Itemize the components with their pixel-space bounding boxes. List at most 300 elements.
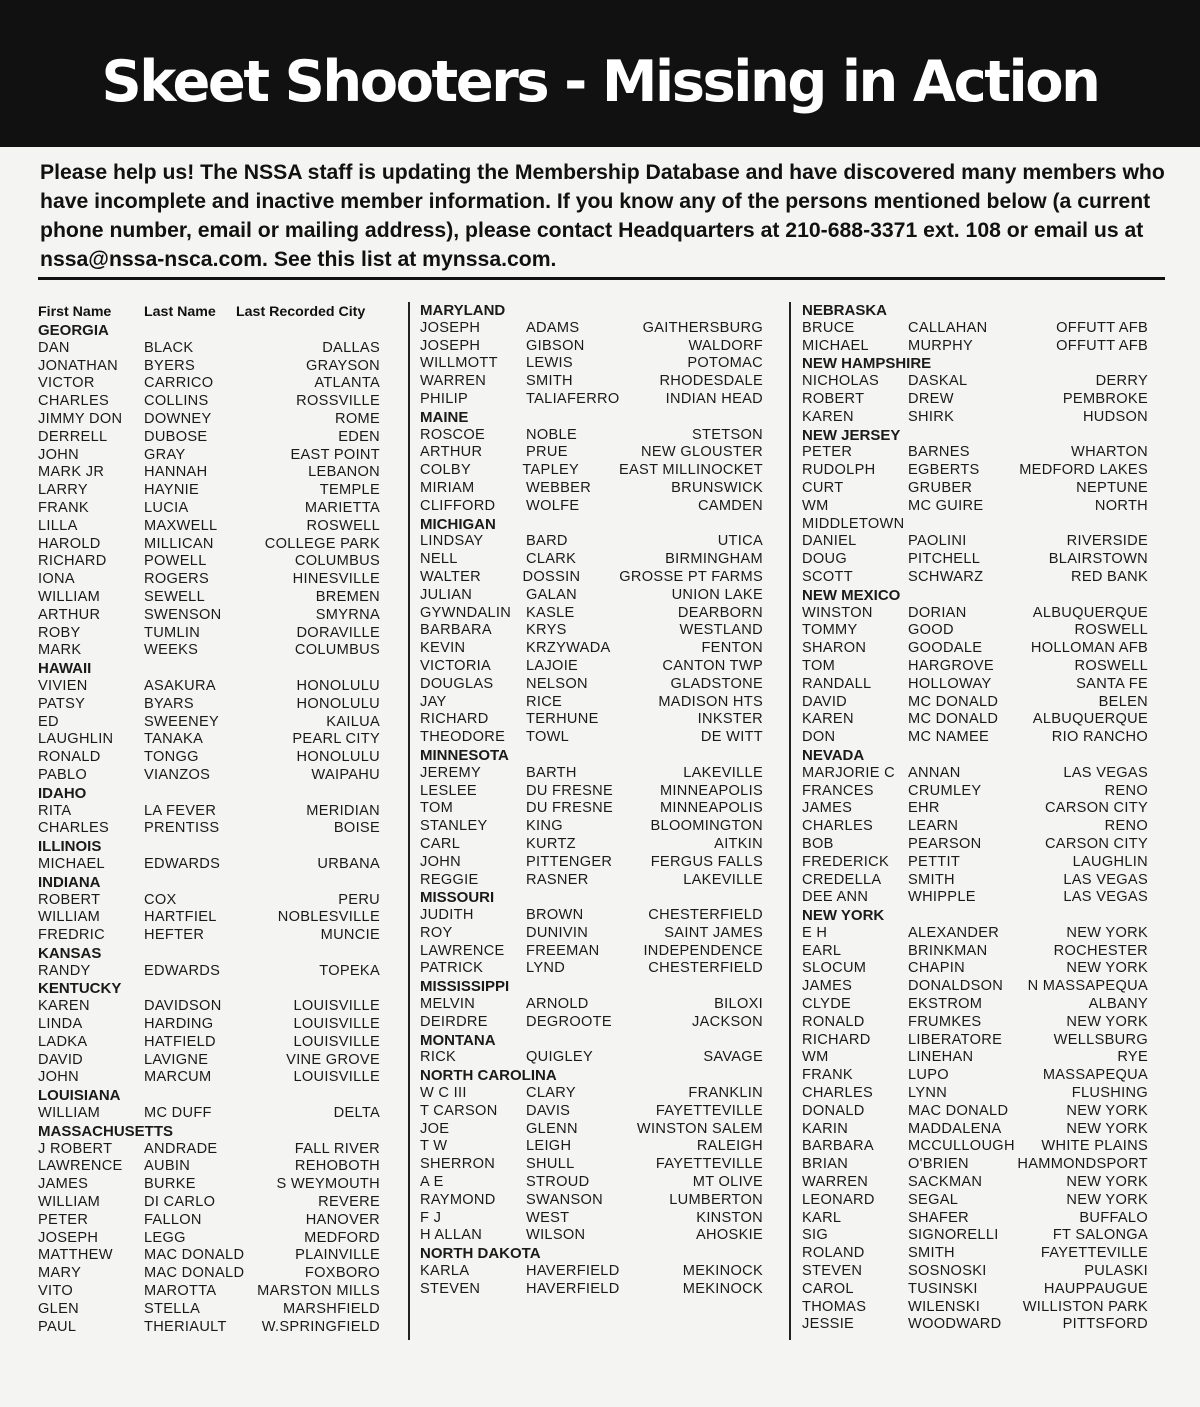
first-name: DANIEL: [802, 533, 857, 550]
last-name: LUPO: [908, 1067, 949, 1084]
last-name: HOLLOWAY: [908, 675, 992, 692]
last-name: HAVERFIELD: [526, 1263, 620, 1280]
first-name: VICTORIA: [420, 657, 492, 674]
first-name: PHILIP: [420, 390, 469, 407]
member-row: [38, 803, 380, 821]
last-name: WEEKS: [144, 642, 199, 659]
first-name: JAY: [420, 693, 447, 710]
first-name: STEVEN: [420, 1280, 481, 1297]
first-name: MICHAEL: [38, 855, 105, 872]
first-name: FRANCES: [802, 782, 874, 799]
last-name: CHAPIN: [908, 960, 965, 977]
first-name: RICHARD: [38, 553, 107, 570]
last-name: SWENSON: [144, 606, 222, 623]
member-row: [38, 749, 380, 767]
member-row: [802, 943, 1148, 961]
last-name: BYERS: [144, 357, 195, 374]
first-name: REGGIE: [420, 871, 479, 888]
city: HOLLOMAN AFB: [1030, 640, 1148, 657]
city: MERIDIAN: [306, 802, 380, 819]
column-headers: [38, 302, 380, 322]
city: SAINT JAMES: [664, 924, 763, 941]
last-name: FREEMAN: [526, 942, 600, 959]
member-row: [420, 658, 763, 676]
last-name: SOSNOSKI: [908, 1263, 987, 1280]
city: FAYETTEVILLE: [655, 1156, 763, 1173]
state-heading: MONTANA: [420, 1031, 496, 1049]
state-heading: ILLINOIS: [38, 838, 102, 856]
member-row: [420, 462, 763, 480]
first-name: WILLIAM: [38, 909, 101, 926]
first-name: JOSEPH: [38, 1229, 99, 1246]
member-row: [420, 1281, 763, 1299]
first-name: HAROLD: [38, 535, 101, 552]
first-name: DEE ANN: [802, 889, 869, 906]
member-row: [420, 783, 763, 801]
member-row: [38, 482, 380, 500]
first-name: RANDALL: [802, 675, 872, 692]
city: LOUISVILLE: [293, 1033, 380, 1050]
member-row: [420, 569, 763, 587]
first-name: THEODORE: [420, 729, 506, 746]
city: CANTON TWP: [662, 657, 763, 674]
last-name: MILLICAN: [144, 535, 214, 552]
city: PLAINVILLE: [295, 1247, 380, 1264]
member-row: [802, 854, 1148, 872]
first-name: MARK JR: [38, 464, 105, 481]
member-row: [802, 1299, 1148, 1317]
last-name: PITCHELL: [908, 551, 981, 568]
city: OFFUTT AFB: [1056, 337, 1148, 354]
last-name: LAVIGNE: [144, 1051, 209, 1068]
city: MINNEAPOLIS: [659, 800, 763, 817]
state-heading: MISSISSIPPI: [420, 978, 510, 996]
last-name: HEFTER: [144, 927, 205, 944]
last-name: MAXWELL: [144, 517, 218, 534]
member-row: [802, 978, 1148, 996]
city: FAYETTEVILLE: [1040, 1245, 1148, 1262]
last-name: LAJOIE: [526, 657, 579, 674]
last-name: GRUBER: [908, 479, 973, 496]
city: HONOLULU: [296, 695, 380, 712]
first-name: FREDRIC: [38, 927, 105, 944]
first-name: DAVID: [802, 693, 848, 710]
first-name: JOSEPH: [420, 319, 481, 336]
member-row: [420, 480, 763, 498]
last-name: LINEHAN: [908, 1049, 974, 1066]
last-name: DEGROOTE: [526, 1013, 612, 1030]
city: BILOXI: [714, 996, 763, 1013]
city: NEW YORK: [1066, 1102, 1148, 1119]
last-name: ADAMS: [526, 319, 580, 336]
city: MEDFORD: [304, 1229, 380, 1246]
first-name: WARREN: [802, 1174, 869, 1191]
last-name: CRUMLEY: [908, 782, 982, 799]
first-name: RITA: [38, 802, 72, 819]
first-name: T CARSON: [420, 1102, 498, 1119]
state-heading: LOUISIANA: [38, 1087, 121, 1105]
first-name: DAVID: [38, 1051, 84, 1068]
last-name: AUBIN: [144, 1158, 191, 1175]
member-row: [802, 694, 1148, 712]
member-row: [802, 1245, 1148, 1263]
last-name: DAVIDSON: [144, 998, 222, 1015]
member-row: [802, 533, 1148, 551]
title-banner: [0, 0, 1200, 147]
last-name: BYARS: [144, 695, 194, 712]
member-row: [802, 872, 1148, 890]
member-row: [420, 551, 763, 569]
city: ROSSVILLE: [296, 393, 380, 410]
first-name: ROSCOE: [420, 426, 486, 443]
last-name: MAC DONALD: [908, 1102, 1009, 1119]
first-name: VITO: [38, 1283, 73, 1300]
member-row: [420, 925, 763, 943]
first-name: MARY: [38, 1265, 82, 1282]
member-row: [420, 587, 763, 605]
first-name: RICHARD: [420, 711, 489, 728]
city: REHOBOTH: [294, 1158, 380, 1175]
last-name: TANAKA: [144, 731, 204, 748]
first-name: THOMAS: [802, 1298, 867, 1315]
first-name: LEONARD: [802, 1191, 875, 1208]
first-name: DON: [802, 729, 836, 746]
city: MINNEAPOLIS: [659, 782, 763, 799]
first-name: BARBARA: [420, 622, 492, 639]
first-name: BOB: [802, 835, 834, 852]
last-name: TONGG: [144, 749, 199, 766]
city: ROCHESTER: [1053, 942, 1148, 959]
member-row: [38, 1301, 380, 1319]
last-name: GRAY: [144, 446, 186, 463]
first-name: JOE: [420, 1120, 450, 1137]
member-row: [802, 711, 1148, 729]
last-name: MAC DONALD: [144, 1265, 245, 1282]
city: UTICA: [717, 533, 763, 550]
header-first-name: First Name: [38, 304, 112, 320]
city: INDIAN HEAD: [665, 390, 763, 407]
city: FALL RIVER: [294, 1140, 380, 1157]
last-name: KING: [526, 818, 563, 835]
last-name: CLARY: [526, 1085, 576, 1102]
member-row: [38, 909, 380, 927]
first-name: DONALD: [802, 1102, 865, 1119]
last-name: EHR: [908, 800, 940, 817]
member-row: [38, 1105, 380, 1123]
first-name: DAN: [38, 339, 70, 356]
member-row: [420, 872, 763, 890]
member-row: [802, 1263, 1148, 1281]
member-row: [38, 927, 380, 945]
first-name: ROBERT: [802, 390, 865, 407]
last-name: WEST: [526, 1209, 570, 1226]
first-name: JULIAN: [420, 586, 473, 603]
member-row: [38, 1194, 380, 1212]
member-row: [420, 907, 763, 925]
member-row: [420, 1263, 763, 1281]
last-name: TAPLEY: [522, 462, 580, 479]
member-row: [420, 1156, 763, 1174]
last-name: WOLFE: [526, 497, 580, 514]
last-name: LEWIS: [526, 355, 573, 372]
first-name: RICK: [420, 1049, 457, 1066]
member-row: [38, 393, 380, 411]
member-row: [420, 355, 763, 373]
city: EAST POINT: [290, 446, 380, 463]
first-name: T W: [420, 1138, 448, 1155]
member-row: [38, 998, 380, 1016]
member-row: [420, 960, 763, 978]
first-name: ED: [38, 713, 59, 730]
last-name: WILSON: [526, 1227, 586, 1244]
city: HANOVER: [305, 1211, 380, 1228]
city: ROSWELL: [1074, 622, 1148, 639]
last-name: EGBERTS: [908, 462, 980, 479]
first-name: COLBY: [420, 462, 471, 479]
last-name: HANNAH: [144, 464, 208, 481]
member-row: [420, 1085, 763, 1103]
member-row: [802, 1138, 1148, 1156]
first-name: CARL: [420, 835, 461, 852]
first-name: RAYMOND: [420, 1191, 496, 1208]
member-row: [420, 1103, 763, 1121]
member-row: [38, 1016, 380, 1034]
city: FLUSHING: [1071, 1085, 1148, 1102]
last-name: HARGROVE: [908, 657, 994, 674]
first-name: CURT: [802, 479, 844, 496]
city: FENTON: [701, 640, 763, 657]
last-name: TERHUNE: [526, 711, 599, 728]
city: RIVERSIDE: [1066, 533, 1148, 550]
last-name: RICE: [526, 693, 563, 710]
first-name: FREDERICK: [802, 853, 890, 870]
last-name: CALLAHAN: [908, 319, 988, 336]
last-name: GOOD: [908, 622, 954, 639]
last-name: LEGG: [144, 1229, 186, 1246]
city: TEMPLE: [319, 482, 380, 499]
last-name: MURPHY: [908, 337, 974, 354]
state-heading: NEW MEXICO: [802, 586, 901, 604]
last-name: BARTH: [526, 764, 577, 781]
last-name: COLLINS: [144, 393, 209, 410]
first-name: JOHN: [420, 853, 461, 870]
last-name: MC NAMEE: [908, 729, 990, 746]
last-name: DORIAN: [908, 604, 967, 621]
last-name: GOODALE: [908, 640, 983, 657]
first-name: JOHN: [38, 1069, 79, 1086]
city: LEBANON: [308, 464, 380, 481]
member-row: [38, 892, 380, 910]
city: NORTH: [1094, 497, 1148, 514]
city: RIO RANCHO: [1051, 729, 1148, 746]
member-row: [802, 462, 1148, 480]
last-name: MC DUFF: [144, 1105, 212, 1122]
first-name: MICHAEL: [802, 337, 869, 354]
member-row: [420, 533, 763, 551]
city: GLADSTONE: [670, 675, 763, 692]
member-row: [420, 1138, 763, 1156]
last-name: TALIAFERRO: [526, 390, 620, 407]
member-row: [38, 1176, 380, 1194]
state-heading: INDIANA: [38, 873, 101, 891]
member-row: [38, 714, 380, 732]
first-name: CLIFFORD: [420, 497, 496, 514]
city: EDEN: [338, 428, 380, 445]
member-row: [38, 1265, 380, 1283]
city: HINESVILLE: [292, 571, 380, 588]
last-name: PRUE: [526, 444, 568, 461]
first-name: JUDITH: [420, 907, 474, 924]
last-name: BARD: [526, 533, 568, 550]
member-row: [802, 1032, 1148, 1050]
member-row: [38, 571, 380, 589]
city: KAILUA: [326, 713, 380, 730]
member-row: [802, 1103, 1148, 1121]
city: TOPEKA: [319, 962, 380, 979]
city: MARSTON MILLS: [257, 1283, 380, 1300]
first-name: KAREN: [802, 711, 854, 728]
city: COLUMBUS: [294, 642, 380, 659]
city: POTOMAC: [687, 355, 763, 372]
intro-paragraph: Please help us! The NSSA staff is updating the Membership Database and have discovered many members who have incomplete and inactive member information. If you know any of the persons mentioned below (a current phone number, email or mailing address), please contact Headquarters at 210-688-3371 ext. 108 or email us at nssa@nssa-nsca.com. See this list at mynssa.com.: [40, 161, 1165, 271]
city: COLUMBUS: [294, 553, 380, 570]
last-name: MCCULLOUGH: [908, 1138, 1015, 1155]
state-heading: MINNESOTA: [420, 746, 509, 764]
last-name: HARDING: [144, 1016, 214, 1033]
first-name: ROY: [420, 924, 453, 941]
city: FRANKLIN: [688, 1085, 763, 1102]
city: ALBUQUERQUE: [1032, 604, 1148, 621]
first-name: DERRELL: [38, 428, 108, 445]
first-name: CLYDE: [802, 996, 852, 1013]
last-name: HATFIELD: [144, 1033, 216, 1050]
first-name: SIG: [802, 1227, 829, 1244]
city: WHARTON: [1071, 444, 1148, 461]
first-name: JOHN: [38, 446, 79, 463]
last-name: KRZYWADA: [526, 640, 611, 657]
member-row: [420, 622, 763, 640]
member-row: [420, 943, 763, 961]
last-name: RASNER: [526, 871, 589, 888]
member-row: [802, 925, 1148, 943]
first-name: LESLEE: [420, 782, 477, 799]
member-row: [802, 480, 1148, 498]
last-name: HAVERFIELD: [526, 1280, 620, 1297]
member-row: [38, 1283, 380, 1301]
member-row: [38, 518, 380, 536]
member-row: [420, 800, 763, 818]
last-name: PRENTISS: [144, 820, 220, 837]
first-name: IONA: [38, 571, 75, 588]
member-row: [802, 1281, 1148, 1299]
city: FT SALONGA: [1052, 1227, 1148, 1244]
last-name: O'BRIEN: [908, 1156, 969, 1173]
first-name: CAROL: [802, 1280, 854, 1297]
last-name: DU FRESNE: [526, 800, 614, 817]
city: WESTLAND: [679, 622, 763, 639]
member-row: [802, 1067, 1148, 1085]
first-name: STEVEN: [802, 1263, 863, 1280]
first-name: SCOTT: [802, 568, 853, 585]
last-name: SHIRK: [908, 408, 955, 425]
first-name: CHARLES: [802, 1085, 874, 1102]
last-name: MC GUIRE: [908, 497, 984, 514]
city: SANTA FE: [1076, 675, 1148, 692]
last-name: BROWN: [526, 907, 584, 924]
last-name: GLENN: [526, 1120, 578, 1137]
first-name: PATSY: [38, 695, 86, 712]
member-row: [802, 391, 1148, 409]
first-name: RICHARD: [802, 1031, 871, 1048]
first-name: DOUGLAS: [420, 675, 494, 692]
city: LOUISVILLE: [293, 998, 380, 1015]
member-row: [420, 1121, 763, 1139]
city: CHESTERFIELD: [648, 960, 763, 977]
last-name: SHAFER: [908, 1209, 969, 1226]
first-name: CHARLES: [802, 818, 874, 835]
first-name: JAMES: [802, 978, 853, 995]
last-name: SMITH: [908, 871, 955, 888]
last-name: EKSTROM: [908, 996, 983, 1013]
city: HAUPPAUGUE: [1043, 1280, 1148, 1297]
first-name: JOSEPH: [420, 337, 481, 354]
first-name: LINDSAY: [420, 533, 484, 550]
last-name: SIGNORELLI: [908, 1227, 999, 1244]
city: WHITE PLAINS: [1041, 1138, 1148, 1155]
city: MT OLIVE: [692, 1174, 763, 1191]
city: MEDFORD LAKES: [1019, 462, 1148, 479]
first-name: WM: [802, 1049, 829, 1066]
city: INDEPENDENCE: [643, 942, 763, 959]
last-name: STROUD: [526, 1174, 590, 1191]
city: AHOSKIE: [696, 1227, 763, 1244]
member-row: [420, 1014, 763, 1032]
first-name: WINSTON: [802, 604, 873, 621]
member-row: [38, 696, 380, 714]
member-row: [38, 767, 380, 785]
first-name: PAUL: [38, 1318, 77, 1335]
first-name: WILLIAM: [38, 1105, 101, 1122]
last-name: WOODWARD: [908, 1316, 1002, 1333]
first-name: ROLAND: [802, 1245, 865, 1262]
member-row: [802, 960, 1148, 978]
member-row: [38, 536, 380, 554]
state-heading: KANSAS: [38, 944, 102, 962]
city: RENO: [1104, 818, 1148, 835]
last-name: SHULL: [526, 1156, 575, 1173]
last-name: GIBSON: [526, 337, 585, 354]
member-row: [38, 500, 380, 518]
last-name: SEWELL: [144, 588, 206, 605]
last-name: ALEXANDER: [908, 924, 1000, 941]
first-name: JONATHAN: [38, 357, 118, 374]
divider-rule: [38, 277, 1165, 280]
first-name: BRUCE: [802, 319, 855, 336]
city: SAVAGE: [703, 1049, 763, 1066]
city: NEW YORK: [1066, 924, 1148, 941]
last-name: FRUMKES: [908, 1013, 982, 1030]
city: INKSTER: [697, 711, 763, 728]
member-row: [802, 1316, 1148, 1334]
last-name: MAC DONALD: [144, 1247, 245, 1264]
city: S WEYMOUTH: [276, 1176, 380, 1193]
member-row: [802, 1210, 1148, 1228]
first-name: ARTHUR: [420, 444, 483, 461]
city: ROME: [335, 410, 380, 427]
member-row: [420, 711, 763, 729]
first-name: LAUGHLIN: [38, 731, 114, 748]
member-row: [802, 1174, 1148, 1192]
